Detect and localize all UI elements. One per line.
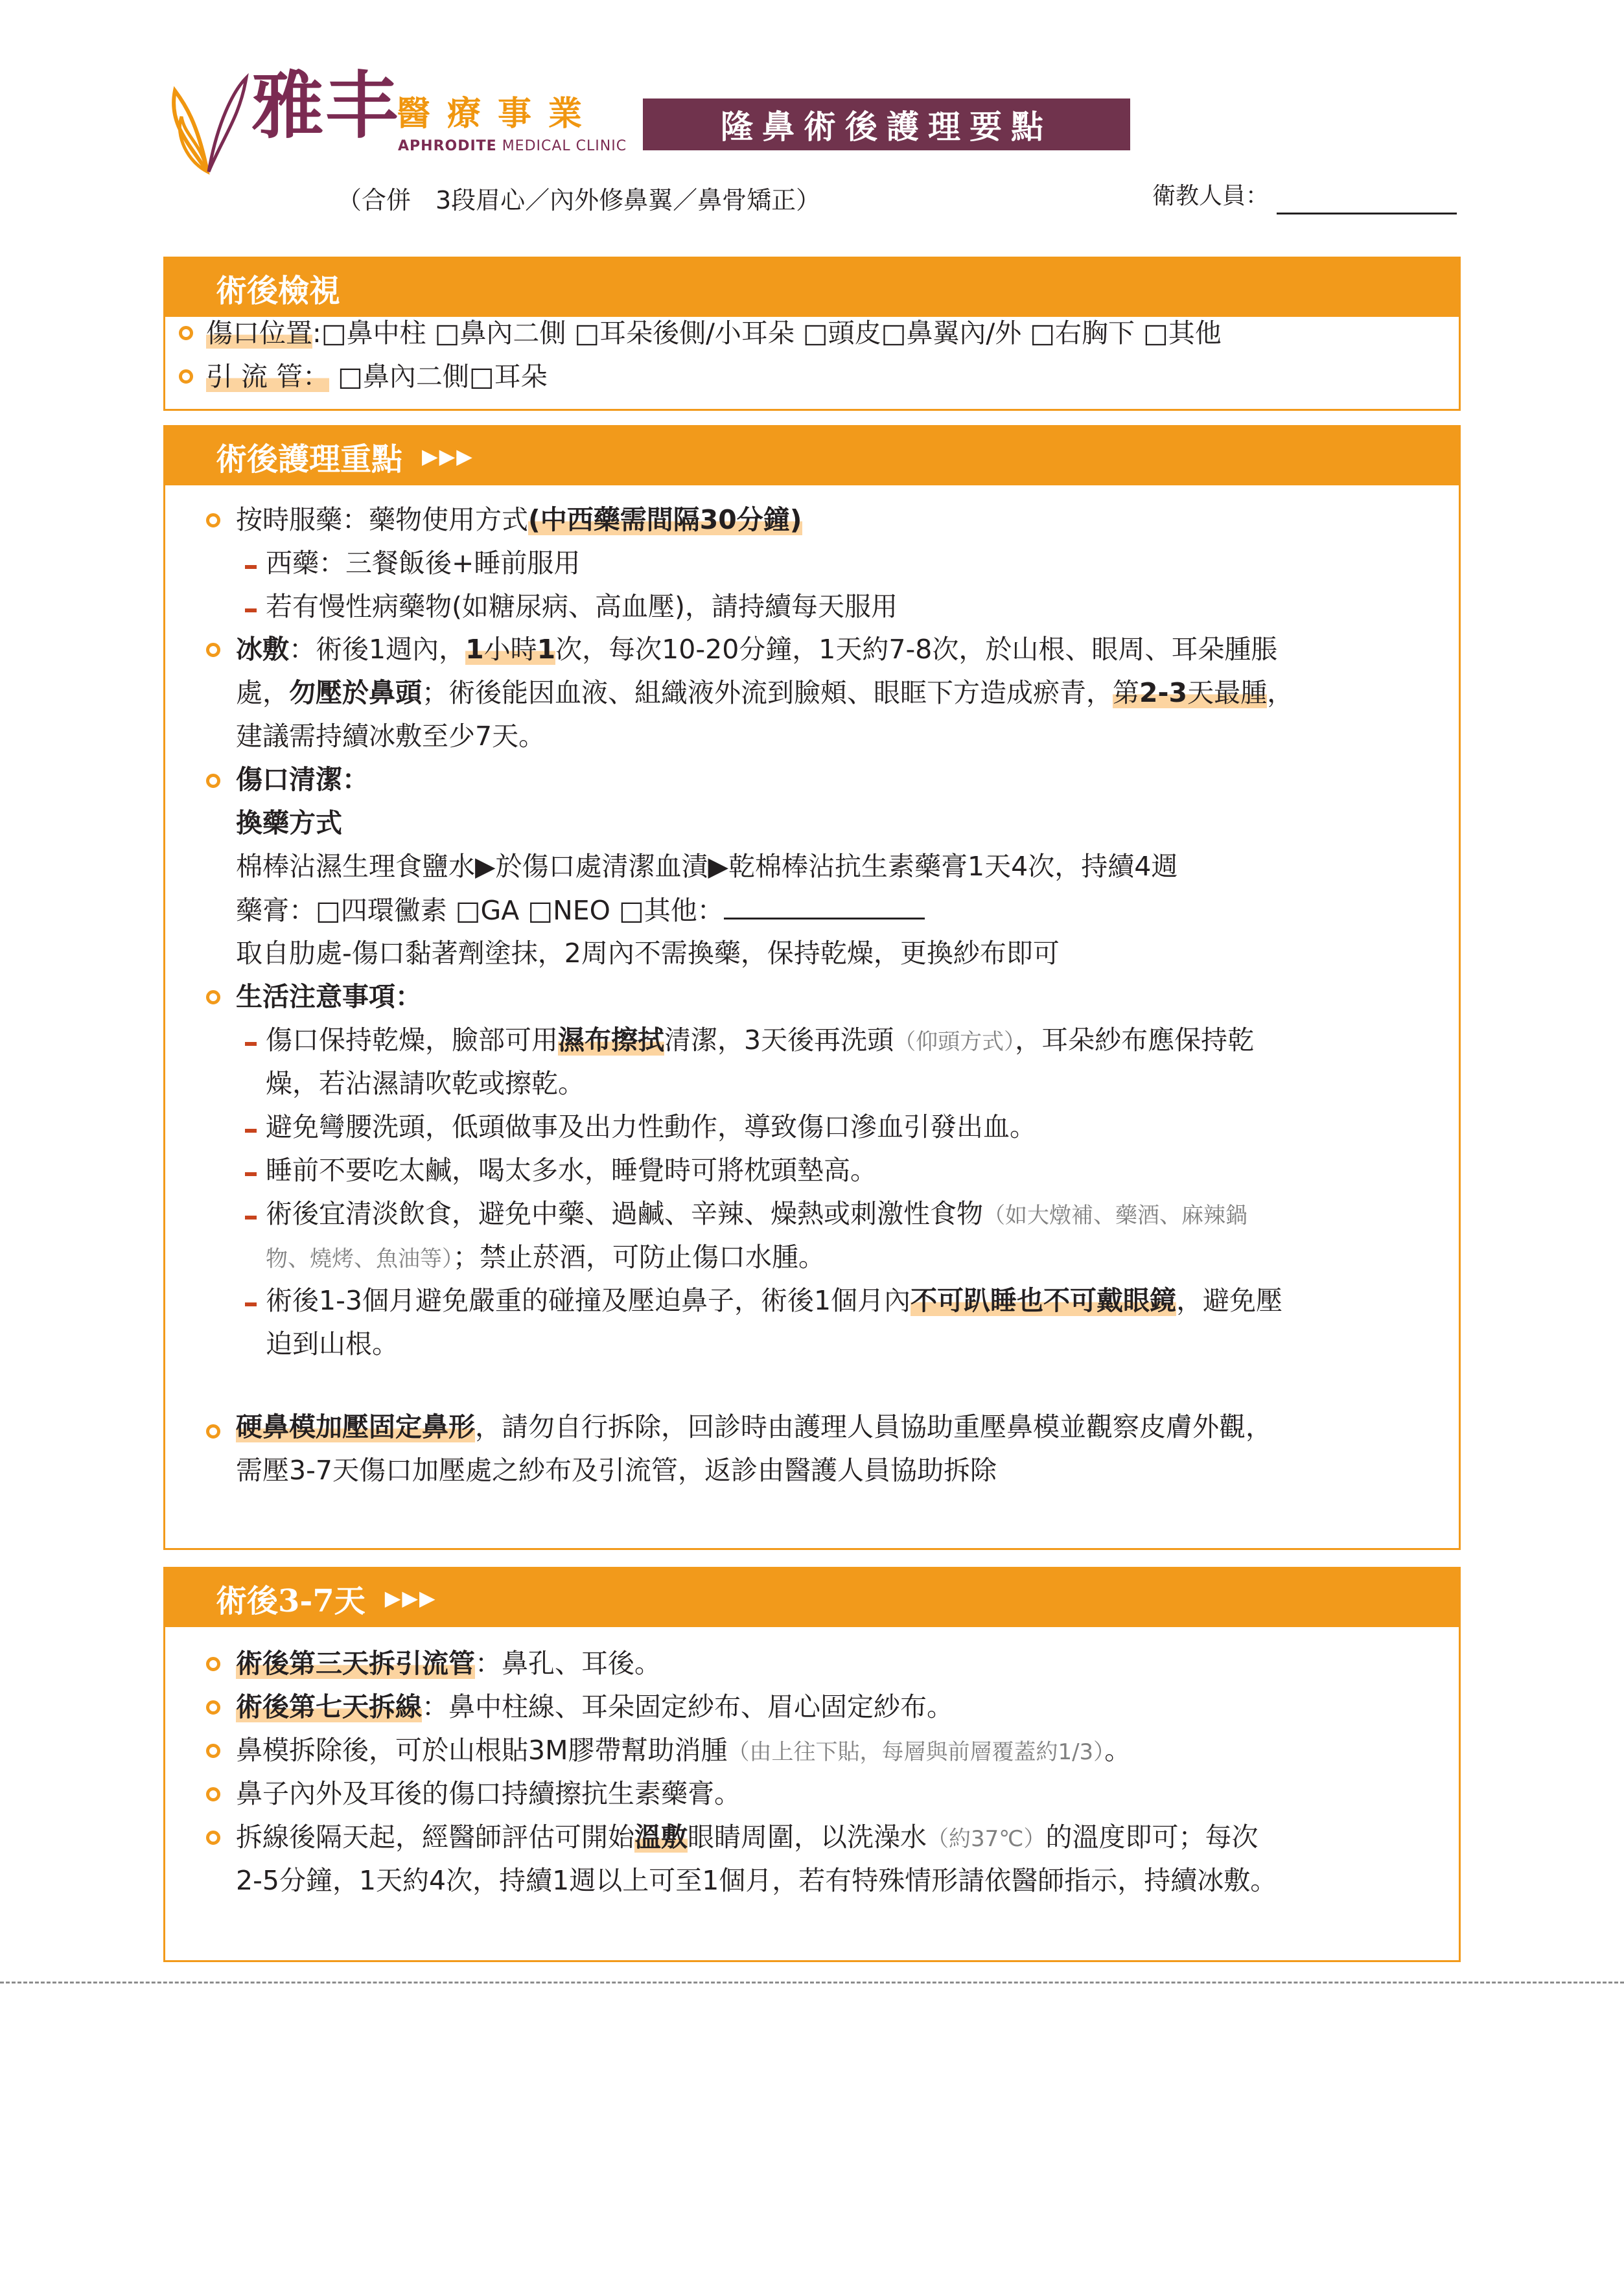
dash-icon [245, 1302, 257, 1306]
dash-icon [245, 1216, 257, 1220]
logo-subtitle: 醫療事業 [397, 95, 599, 133]
triple-arrow-icon: ▶▶▶ [422, 444, 474, 468]
wound-cleaning-heading: 傷口清潔： [236, 764, 369, 795]
hard-splint-line-1: 硬鼻模加壓固定鼻形，請勿自行拆除，回診時由護理人員協助重壓鼻模並觀察皮膚外觀， [236, 1411, 1272, 1442]
ointment-blank [724, 896, 925, 919]
daily-life-heading: 生活注意事項： [236, 981, 422, 1012]
dash-icon [245, 565, 257, 569]
dash-icon [245, 1172, 257, 1176]
life-item-4: 術後宜清淡飲食，避免中藥、過鹹、辛辣、燥熱或刺激性食物（如大燉補、藥酒、麻辣鍋 [266, 1198, 1247, 1229]
page-subtitle: （合併 3段眉心／內外修鼻翼／鼻骨矯正） [337, 186, 821, 214]
bullet-icon [206, 1831, 220, 1845]
warm-compress-line-1: 拆線後隔天起，經醫師評估可開始溫敷眼睛周圍，以洗澡水（約37℃）的溫度即可；每次 [236, 1822, 1259, 1853]
life-item-2: 避免彎腰洗頭，低頭做事及出力性動作，導致傷口滲血引發出血。 [266, 1111, 1036, 1142]
dash-icon [245, 1042, 257, 1046]
warm-compress-line-2: 2-5分鐘，1天約4次，持續1週以上可至1個月，若有特殊情形請依醫師指示，持續冰敷。 [236, 1865, 1277, 1896]
drain-options: □鼻內二側□耳朵 [329, 361, 548, 392]
medication-line: 按時服藥：藥物使用方式(中西藥需間隔30分鐘) [236, 504, 802, 535]
life-item-5-cont: 迫到山根。 [266, 1328, 399, 1359]
bullet-icon [206, 1700, 220, 1715]
wound-location-label: 傷口位置 [206, 318, 312, 349]
bullet-icon [206, 774, 220, 788]
section-title: 術後護理重點 ▶▶▶ [165, 427, 1459, 485]
tape-item: 鼻模拆除後，可於山根貼3M膠帶幫助消腫（由上往下貼，每層與前層覆蓋約1/3）。 [236, 1735, 1131, 1766]
drain-line [206, 362, 548, 391]
ointment-options: 藥膏：□四環黴素 □GA □NEO □其他： [236, 896, 925, 925]
medication-interval-note: (中西藥需間隔30分鐘) [528, 504, 802, 535]
ice-line-3: 建議需持續冰敷至少7天。 [236, 721, 546, 752]
triple-arrow-icon: ▶▶▶ [384, 1586, 437, 1610]
page-title: 隆鼻術後護理要點 [643, 98, 1130, 150]
day3-item: 術後第三天拆引流管：鼻孔、耳後。 [236, 1648, 661, 1679]
bullet-icon [206, 1657, 220, 1671]
hard-splint-line-2: 需壓3-7天傷口加壓處之紗布及引流管，返診由醫護人員協助拆除 [236, 1455, 997, 1486]
donor-site-note: 取自肋處-傷口黏著劑塗抹，2周內不需換藥，保持乾燥，更換紗布即可 [236, 938, 1060, 969]
life-item-3: 睡前不要吃太鹹，喝太多水，睡覺時可將枕頭墊高。 [266, 1155, 877, 1186]
wound-location-options: :□鼻中柱 □鼻內二側 □耳朵後側/小耳朵 □頭皮□鼻翼內/外 □右胸下 □其他 [312, 318, 1222, 349]
cut-line-divider [0, 1982, 1624, 1984]
wound-location-line [206, 319, 1222, 348]
dash-icon [245, 1129, 257, 1133]
drain-label: 引 流 管： [206, 361, 330, 392]
ice-line-2: 處，勿壓於鼻頭；術後能因血液、組織液外流到臉頰、眼眶下方造成瘀青，第2-3天最腫， [236, 677, 1294, 708]
staff-label: 衛教人員： [1152, 183, 1270, 209]
bullet-icon [179, 369, 193, 384]
staff-signature-line [1277, 213, 1457, 214]
section-title: 術後3-7天 ▶▶▶ [165, 1569, 1459, 1627]
bullet-icon [206, 1787, 220, 1801]
day7-item: 術後第七天拆線：鼻中柱線、耳朵固定紗布、眉心固定紗布。 [236, 1691, 953, 1722]
dash-icon [245, 608, 257, 612]
bullet-icon [206, 1744, 220, 1758]
bullet-icon [179, 326, 193, 340]
bullet-icon [206, 513, 220, 527]
ice-line-1: 冰敷：術後1週內，1小時1次，每次10-20分鐘，1天約7-8次，於山根、眼周、耳朵腫脹 [236, 634, 1278, 665]
life-item-5: 術後1-3個月避免嚴重的碰撞及壓迫鼻子，術後1個月內不可趴睡也不可戴眼鏡，避免壓 [266, 1285, 1283, 1316]
medication-item: 西藥：三餐飯後+睡前服用 [266, 548, 581, 579]
bullet-icon [206, 643, 220, 657]
bullet-icon [206, 1424, 220, 1439]
life-item-1: 傷口保持乾燥，臉部可用濕布擦拭清潔，3天後再洗頭（仰頭方式），耳朵紗布應保持乾 [266, 1024, 1255, 1056]
bullet-icon [206, 990, 220, 1004]
logo-chinese-name: 雅丰 [251, 64, 399, 148]
life-item-4-cont: 物、燒烤、魚油等）；禁止菸酒，可防止傷口水腫。 [266, 1242, 825, 1273]
ointment-item: 鼻子內外及耳後的傷口持續擦抗生素藥膏。 [236, 1778, 741, 1809]
section-title: 術後檢視 [165, 259, 1459, 317]
medication-item: 若有慢性病藥物(如糖尿病、高血壓)，請持續每天服用 [266, 591, 898, 622]
logo-english-name: APHRODITE MEDICAL CLINIC [398, 138, 627, 154]
dressing-method-steps: 棉棒沾濕生理食鹽水▶於傷口處清潔血漬▶乾棉棒沾抗生素藥膏1天4次，持續4週 [236, 851, 1178, 882]
life-item-1-cont: 燥，若沾濕請吹乾或擦乾。 [266, 1068, 585, 1099]
butterfly-logo-icon [162, 65, 253, 178]
dressing-method-heading: 換藥方式 [236, 807, 342, 839]
